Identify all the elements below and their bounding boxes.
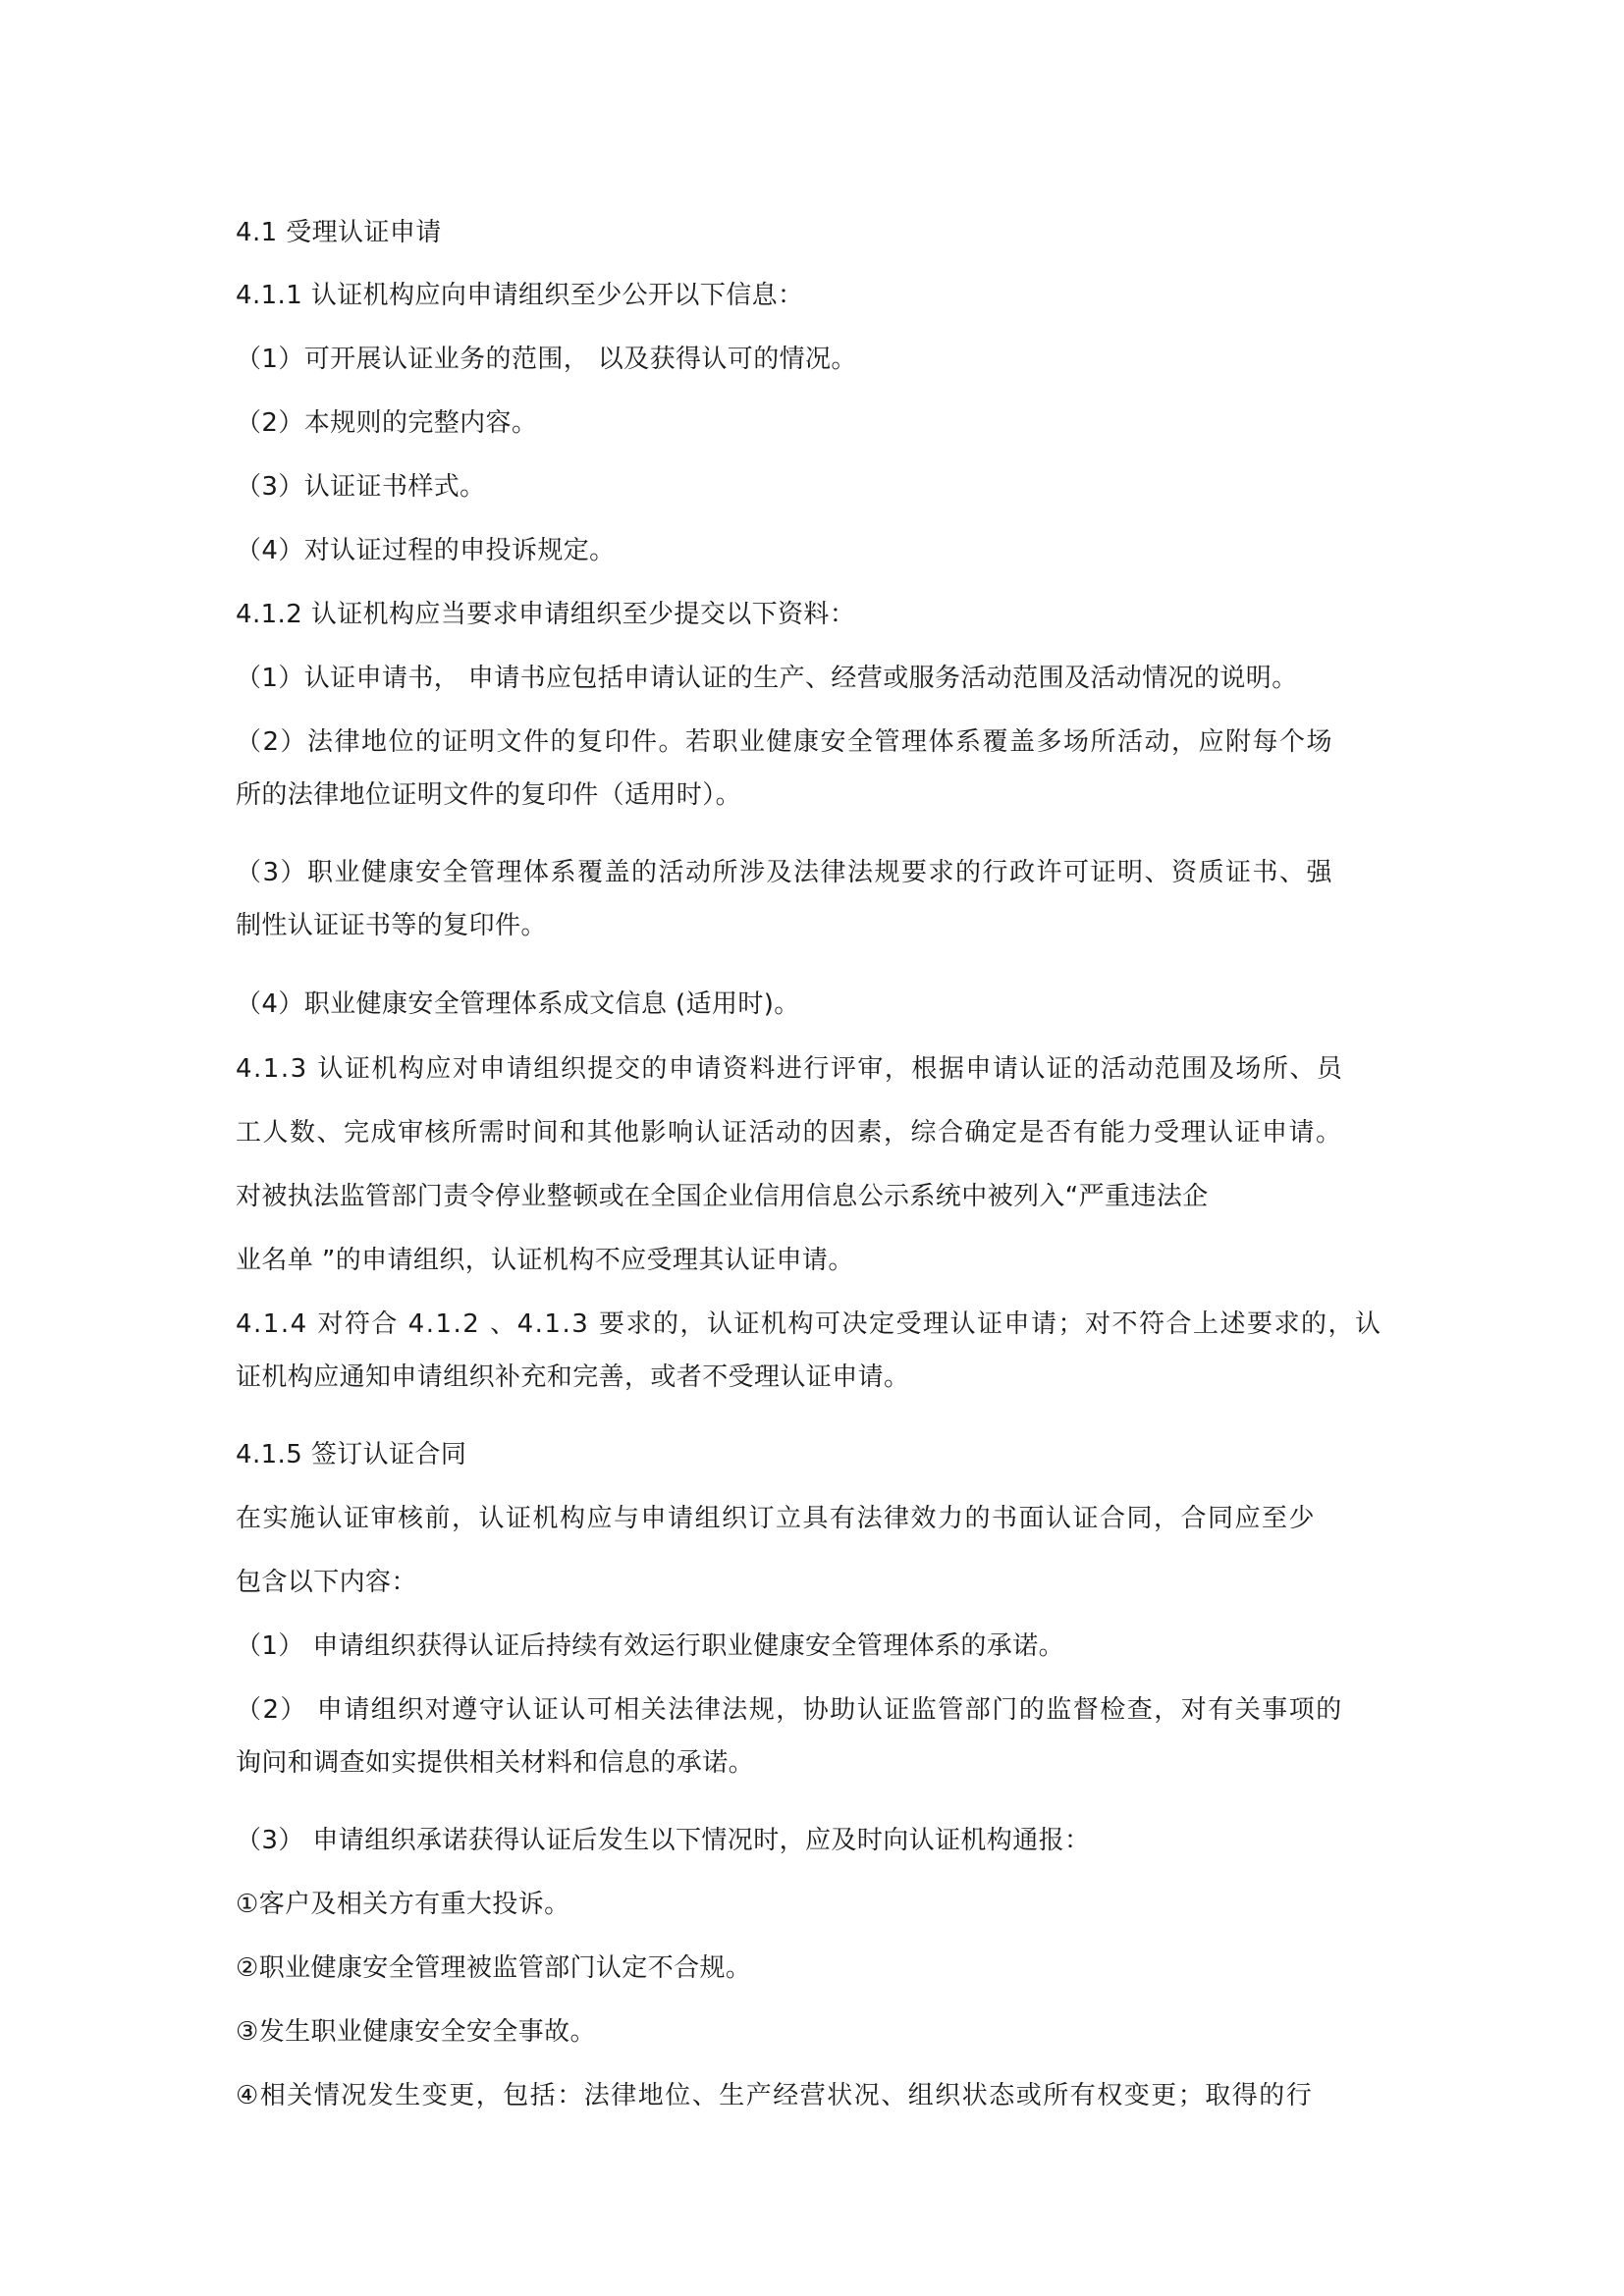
paragraph-line: 对被执法监管部门责令停业整顿或在全国企业信用信息公示系统中被列入“严重违法企 — [236, 1182, 1209, 1211]
list-item: （4）职业健康安全管理体系成文信息 (适用时)。 — [236, 989, 800, 1019]
section-heading: 4.1 受理认证申请 — [236, 218, 442, 247]
sub-list-item: ③发生职业健康安全安全事故。 — [236, 2017, 596, 2047]
clause-heading: 4.1.5 签订认证合同 — [236, 1440, 467, 1469]
list-item-continuation: 所的法律地位证明文件的复印件（适用时）。 — [236, 780, 742, 810]
paragraph-line: 包含以下内容： — [236, 1568, 417, 1597]
list-item: （1）认证申请书， 申请书应包括申请认证的生产、经营或服务活动范围及活动情况的说明。 — [236, 664, 1298, 693]
list-item: （2） 申请组织对遵守认证认可相关法律法规，协助认证监管部门的监督检查，对有关事项的 — [236, 1695, 1343, 1725]
list-item: （4）对认证过程的申投诉规定。 — [236, 536, 616, 565]
list-item: （2）法律地位的证明文件的复印件。若职业健康安全管理体系覆盖多场所活动，应附每个场 — [236, 727, 1334, 757]
clause-paragraph: 4.1.4 对符合 4.1.2 、4.1.3 要求的，认证机构可决定受理认证申请；对不符合上述要求的，认 — [236, 1309, 1382, 1339]
list-item: （3） 申请组织承诺获得认证后发生以下情况时，应及时向认证机构通报： — [236, 1826, 1091, 1855]
list-item-continuation: 询问和调查如实提供相关材料和信息的承诺。 — [236, 1748, 755, 1778]
paragraph-line: 证机构应通知申请组织补充和完善，或者不受理认证申请。 — [236, 1362, 910, 1392]
list-item: （1） 申请组织获得认证后持续有效运行职业健康安全管理体系的承诺。 — [236, 1631, 1065, 1661]
paragraph-line: 在实施认证审核前，认证机构应与申请组织订立具有法律效力的书面认证合同，合同应至少 — [236, 1504, 1317, 1533]
sub-list-item: ④相关情况发生变更，包括：法律地位、生产经营状况、组织状态或所有权变更；取得的行 — [236, 2081, 1314, 2110]
clause-heading: 4.1.2 认证机构应当要求申请组织至少提交以下资料： — [236, 600, 856, 629]
clause-paragraph: 4.1.3 认证机构应对申请组织提交的申请资料进行评审，根据申请认证的活动范围及场所、员 — [236, 1054, 1344, 1084]
list-item: （3）职业健康安全管理体系覆盖的活动所涉及法律法规要求的行政许可证明、资质证书、强 — [236, 858, 1334, 887]
list-item-continuation: 制性认证证书等的复印件。 — [236, 911, 547, 940]
paragraph-line: 工人数、完成审核所需时间和其他影响认证活动的因素，综合确定是否有能力受理认证申请。 — [236, 1118, 1343, 1148]
list-item: （1）可开展认证业务的范围， 以及获得认可的情况。 — [236, 345, 857, 374]
sub-list-item: ①客户及相关方有重大投诉。 — [236, 1890, 570, 1919]
list-item: （3）认证证书样式。 — [236, 472, 486, 502]
sub-list-item: ②职业健康安全管理被监管部门认定不合规。 — [236, 1953, 752, 1983]
list-item: （2）本规则的完整内容。 — [236, 408, 538, 438]
clause-heading: 4.1.1 认证机构应向申请组织至少公开以下信息： — [236, 281, 804, 310]
paragraph-line: 业名单 ”的申请组织，认证机构不应受理其认证申请。 — [236, 1246, 854, 1275]
